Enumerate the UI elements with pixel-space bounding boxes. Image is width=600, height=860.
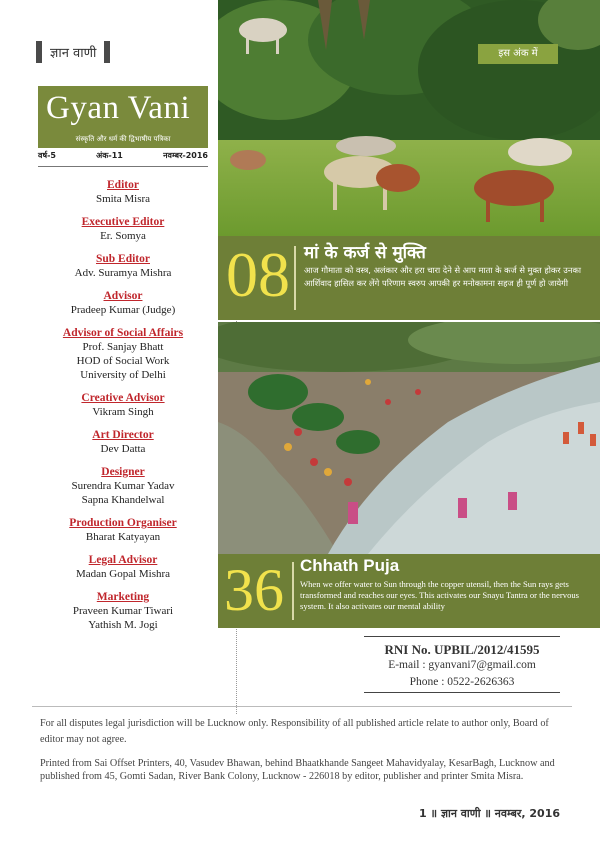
logo-subtitle: संस्कृति और धर्म की द्विभाषीय पत्रिका xyxy=(75,135,171,143)
masthead-person: Surendra Kumar Yadav xyxy=(71,480,175,492)
story-36-number: 36 xyxy=(224,557,284,623)
masthead-person: HOD of Social Work xyxy=(76,355,170,367)
contact-rule-bottom xyxy=(364,692,560,693)
masthead-person: Madan Gopal Mishra xyxy=(75,568,171,580)
masthead-person: University of Delhi xyxy=(80,369,166,381)
masthead-role: Marketing xyxy=(96,591,150,603)
story-36-title: Chhath Puja xyxy=(300,556,400,575)
masthead-role: Creative Advisor xyxy=(81,392,165,404)
printer-info: Printed from Sai Offset Printers, 40, Vasudev Bhawan, behind Bhaatkhande Sangeet Mahavidyalay, KesarBagh, Lucknow and published from 45, Gomti Sadan, River Bank Colony, Lucknow - 226018 by editor, publisher and printer Smita Misra. xyxy=(40,758,555,782)
issue-divider xyxy=(38,166,208,167)
masthead-role: Art Director xyxy=(92,429,154,441)
tagline-bar-left xyxy=(36,41,42,63)
story-08-body: आज गौमाता को वस्त्र, अलंकार और हरा चारा देने से आप माता के कर्ज से मुक्त होकर उनका आर्शिवाद हासिल कर लेंगे परिणाम स्वरुप आपकी हर मनोकामना सहज ही पूर्ण हो जायेगी xyxy=(304,265,581,288)
masthead-person: Bharat Katyayan xyxy=(85,531,161,543)
story-36-panel[interactable] xyxy=(218,554,600,628)
rni-number: RNI No. UPBIL/2012/41595 xyxy=(384,642,540,657)
story-08-rule xyxy=(294,246,296,310)
tagline-text: ज्ञान वाणी xyxy=(50,46,97,61)
masthead-person: Adv. Suramya Mishra xyxy=(74,267,172,279)
masthead-person: Smita Misra xyxy=(95,193,151,205)
in-this-issue-badge: इस अंक में xyxy=(478,44,558,64)
section-divider xyxy=(32,706,572,707)
story-36-body: When we offer water to Sun through the copper utensil, then the Sun rays gets transformed and reaches our eyes. This activates our Snayu Tantra or the nervous system. It also activates our mental ability xyxy=(300,579,580,611)
masthead-role: Designer xyxy=(101,466,145,478)
masthead xyxy=(32,172,214,632)
masthead-role: Editor xyxy=(107,179,139,191)
legal-disclaimer: For all disputes legal jurisdiction will be Lucknow only. Responsibility of all published article relate to author only, Board of editor may not agree. xyxy=(40,718,549,745)
masthead-role: Sub Editor xyxy=(95,253,150,265)
masthead-role: Advisor of Social Affairs xyxy=(62,327,184,339)
masthead-person: Sapna Khandelwal xyxy=(81,494,165,506)
masthead-role: Executive Editor xyxy=(81,216,165,228)
issue-number: अंक-11 xyxy=(96,151,123,160)
magazine-logo xyxy=(38,86,208,148)
chhath-puja-photo xyxy=(218,322,600,554)
logo-title: Gyan Vani xyxy=(46,90,191,126)
issue-date: नवम्बर-2016 xyxy=(163,151,208,160)
tagline-bar-right xyxy=(104,41,110,63)
masthead-person: Er. Somya xyxy=(100,230,146,242)
issue-info xyxy=(38,150,208,164)
issue-volume: वर्ष-5 xyxy=(38,151,56,160)
page-footer: 1 ॥ ज्ञान वाणी ॥ नवम्बर, 2016 xyxy=(419,807,560,820)
contact-email[interactable]: E-mail : gyanvani7@gmail.com xyxy=(388,659,536,671)
header-tagline xyxy=(36,40,110,64)
masthead-person: Prof. Sanjay Bhatt xyxy=(82,341,164,353)
story-08-title: मां के कर्ज से मुक्ति xyxy=(304,243,426,263)
masthead-role: Advisor xyxy=(103,290,143,302)
cows-photo xyxy=(218,0,600,236)
story-08-panel[interactable] xyxy=(218,236,600,320)
story-36-rule xyxy=(292,562,294,620)
contact-phone: Phone : 0522-2626363 xyxy=(409,676,515,688)
masthead-person: Yathish M. Jogi xyxy=(88,619,158,631)
masthead-role: Production Organiser xyxy=(69,517,177,529)
masthead-role: Legal Advisor xyxy=(88,554,158,566)
contact-rule-top xyxy=(364,636,560,637)
masthead-person: Pradeep Kumar (Judge) xyxy=(70,304,176,316)
story-08-number: 08 xyxy=(226,239,290,310)
masthead-person: Vikram Singh xyxy=(92,406,154,418)
masthead-person: Dev Datta xyxy=(100,443,146,455)
masthead-person: Praveen Kumar Tiwari xyxy=(72,605,174,617)
